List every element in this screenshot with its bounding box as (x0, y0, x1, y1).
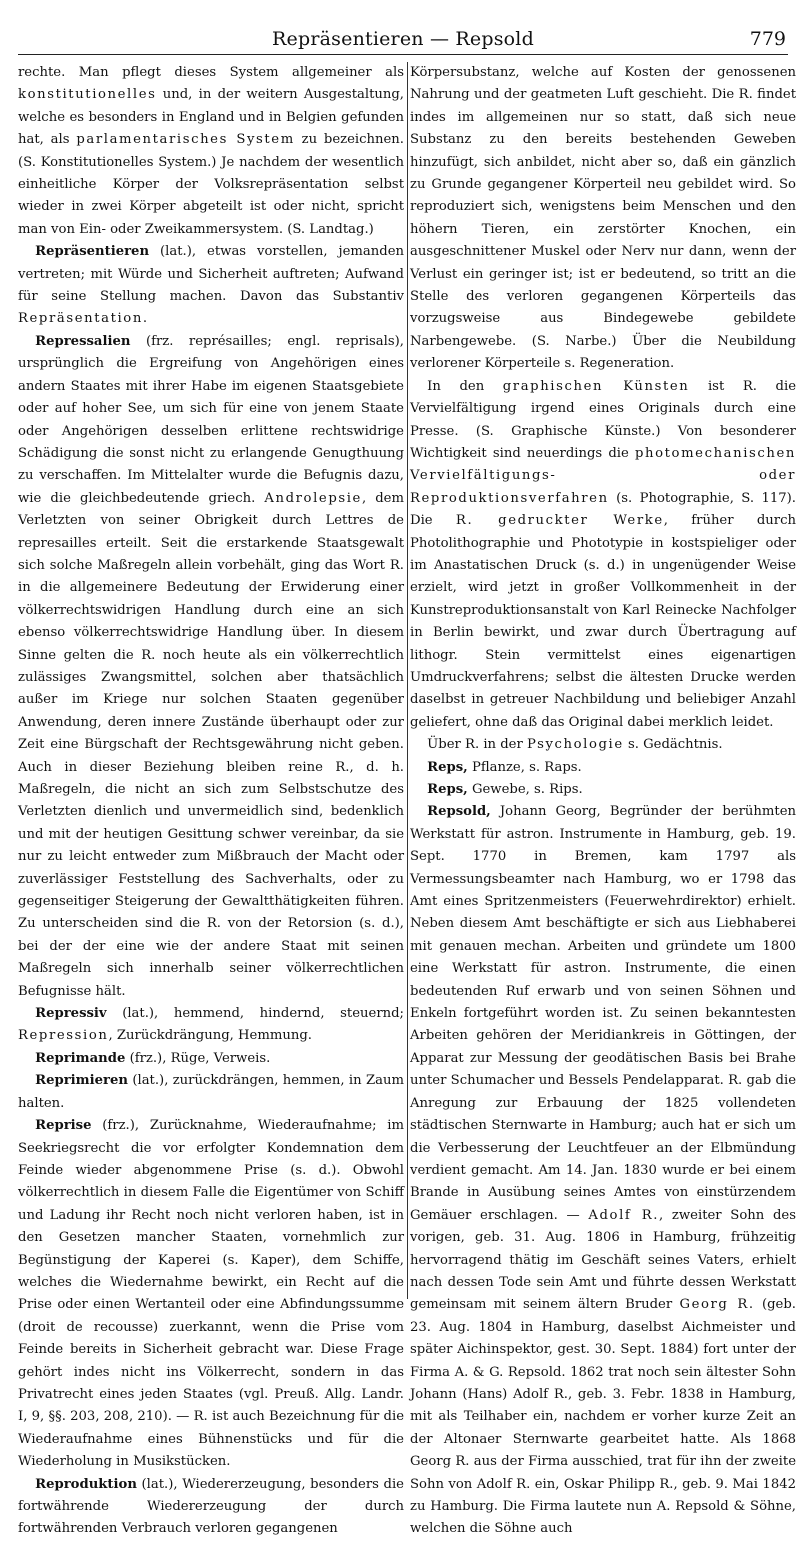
spaced-term: graphischen Künsten (502, 378, 690, 394)
entry-text: . (142, 311, 148, 327)
text-columns (18, 62, 796, 1537)
entry-text: (lat.), etwas vorstellen, jemanden vertreten; mit Würde und Sicherheit auftreten; Aufwand für seine Stellung machen. Davon das Substantiv (18, 244, 404, 305)
column-divider (407, 62, 408, 1299)
entry-headword: Repräsentieren (35, 244, 150, 260)
entry-text: Körpersubstanz, welche auf Kosten der genossenen Nahrung und der geatmeten Luft geschieht. Die R. findet indes im allgemeinen nur so statt, daß sich neue Substanz zu den bereits bestehenden Geweben hinzufügt, sich anbildet, nicht aber so, daß ein gänzlich zu Grunde gegangener Körperteil neu gebildet wird. So reproduziert sich, wenigstens beim Menschen und den höhern Tieren, ein zerstörter Knochen, ein ausgeschnittener Muskel oder Nerv nur dann, wenn der Verlust ein geringer ist; ist er bedeutend, so tritt an die Stelle des verloren gegangenen Körperteils das vorzugsweise aus Bindegewebe gebildete Narbengewebe. (S. Narbe.) Über die Neubildung verlorener Körperteile s. Regeneration. (410, 65, 796, 372)
entry-text: , zweiter Sohn des vorigen, geb. 31. Aug. 1806 in Hamburg, frühzeitig hervorragend thätig im Geschäft seines Vaters, erhielt nach dessen Tode sein Amt und führte dessen Werkstatt gemeinsam mit seinem ältern Bruder (410, 1207, 796, 1313)
entry-paragraph (410, 734, 796, 756)
entry-headword: Reprimieren (35, 1073, 128, 1089)
spaced-term: Georg R. (679, 1297, 755, 1313)
spaced-term: Androlepsie (264, 490, 362, 506)
entry-paragraph (410, 757, 796, 779)
entry-text: (s. Photographie, S. 117). Die (410, 490, 796, 529)
entry-text: (frz.), Zurücknahme, Wiederaufnahme; im Seekriegsrecht die vor erfolgter Kondemnation dem Feinde wieder abgenommene Prise (s. d.). Obwohl völkerrechtlich in diesem Falle die Eigentümer von Schiff und Ladung ihr Recht noch nicht verloren haben, ist in den Gesetzen mancher Staaten, vornehmlich zur Begünstigung der Kaperei (s. Kaper), dem Schiffe, welches die Wiedernahme bewirkt, ein Recht auf die Prise oder einen Wertanteil oder eine Abfindungssumme (droit de recousse) zuerkannt, wenn die Prise vom Feinde bereits in Sicherheit gebracht war. Diese Frage gehört indes nicht ins Völkerrecht, sondern in das Privatrecht eines jeden Staates (vgl. Preuß. Allg. Landr. I, 9, §§. 203, 208, 210). — R. ist auch Bezeichnung für die Wiederaufnahme eines Bühnenstücks und für die Wiederholung in Musikstücken. (18, 1118, 404, 1470)
spaced-term: R. gedruckter Werke (455, 513, 664, 529)
spaced-term: photomechanischen Vervielfältigungs- oder Reproduktionsverfahren (410, 445, 796, 506)
entry-headword: Reps, (427, 759, 468, 775)
entry-paragraph (18, 241, 404, 331)
entry-text: s. Gedächtnis. (623, 737, 723, 753)
entry-text: und, in der weitern Ausgestaltung, welche es besonders in England und in Belgien gefunden hat, als (18, 87, 404, 148)
entry-headword: Repressiv (35, 1006, 107, 1022)
page-number: 779 (749, 28, 786, 50)
entry-paragraph (18, 62, 404, 241)
entry-headword: Reprimande (35, 1050, 126, 1066)
entry-text: (geb. 23. Aug. 1804 in Hamburg, daselbst Aichmeister und später Aichinspektor, gest. 30. Sept. 1884) fort unter der Firma A. & G. Repsold. 1862 trat noch sein ältester Sohn Johann (Hans) Adolf R., geb. 3. Febr. 1838 in Hamburg, mit als Teilhaber ein, nachdem er vorher kurze Zeit an der Altonaer Sternwarte gearbeitet hatte. Als 1868 Georg R. aus der Firma ausschied, trat für ihn der zweite Sohn von Adolf R. ein, Oskar Philipp R., geb. 9. Mai 1842 zu Hamburg. Die Firma lautete nun A. Repsold & Söhne, welchen die Söhne auch (410, 1297, 796, 1537)
entry-text: zu bezeichnen. (S. Konstitutionelles System.) Je nachdem der wesentlich einheitliche Körper der Volksrepräsentation selbst wieder in zwei Körper abgeteilt ist oder nicht, spricht man von Ein- oder Zweikammersystem. (S. Landtag.) (18, 132, 404, 237)
entry-paragraph (410, 779, 796, 801)
entry-paragraph (18, 1048, 404, 1070)
entry-text: , früher durch Photolithographie und Phototypie in kostspieliger oder im Anastatischen Druck (s. d.) in ungenügender Weise erzielt, wird jetzt in großer Vollkommenheit in der Kunstreproduktionsanstalt von Karl Reinecke Nachfolger in Berlin bewirkt, und zwar durch Übertragung auf lithogr. Stein vermittelst eines eigenartigen Umdruckverfahrens; selbst die ältesten Drucke werden daselbst in getreuer Nachbildung und beliebiger Anzahl geliefert, ohne daß das Original dabei merklich leidet. (410, 513, 796, 730)
entry-text: Gewebe, s. Rips. (467, 782, 583, 797)
entry-text: Über R. in der (427, 737, 527, 753)
entry-text: , dem Verletzten von seiner Obrigkeit durch Lettres de represailles erteilt. Seit die erstarkende Staatsgewalt sich solche Maßregeln allein vorbehält, ging das Wort R. in die allgemeinere Bedeutung der Erwiderung einer völkerrechtswidrigen Handlung durch eine an sich ebenso völkerrechtswidrige Handlung über. In diesem Sinne gelten die R. noch heute als ein völkerrechtlich zulässiges Zwangsmittel, solchen aber thatsächlich außer im Kriege nur solchen Staaten gegenüber Anwendung, deren innere Zustände überhaupt oder zur Zeit eine Bürgschaft der Rechtsgewährung nicht geben. Auch in dieser Beziehung bleiben reine R., d. h. Maßregeln, die nicht an sich zum Selbstschutze des Verletzten dienlich und unvermeidlich sind, bedenklich und mit der heutigen Gesittung schwer vereinbar, da sie nur zu leicht entweder zum Mißbrauch der Macht oder zuverlässiger Feststellung des Sachverhalts, oder zu gegenseitiger Steigerung der Gewaltthätigkeiten führen. Zu unterscheiden sind die R. von der Retorsion (s. d.), bei der der eine wie der andere Staat mit seinen Maßregeln sich innerhalb seiner völkerrechtlichen Befugnisse hält. (18, 490, 404, 999)
entry-text: ist R. die Vervielfältigung irgend eines Originals durch eine Presse. (S. Graphische Künste.) Von besonderer Wichtigkeit sind neuerdings die (410, 378, 796, 461)
entry-paragraph (18, 331, 404, 1003)
entry-paragraph (18, 1070, 404, 1115)
entry-headword: Repressalien (35, 333, 131, 349)
entry-text: (lat.), Wiedererzeugung, besonders die fortwährende Wiedererzeugung der durch fortwährenden Verbrauch verloren gegangenen (18, 1476, 404, 1537)
entry-paragraph (410, 62, 796, 376)
entry-text: (frz.), Rüge, Verweis. (125, 1050, 271, 1066)
entry-headword: Reprise (35, 1118, 92, 1134)
entry-headword: Reps, (427, 782, 468, 797)
entry-text: rechte. Man pflegt dieses System allgemeiner als (18, 65, 404, 80)
entry-headword: Reproduktion (35, 1476, 137, 1492)
page-header (18, 14, 788, 55)
entry-text: In den (427, 378, 503, 394)
entry-text: Pflanze, s. Raps. (467, 759, 582, 775)
entry-text: Johann Georg, Begründer der berühmten Werkstatt für astron. Instrumente in Hamburg, geb. 19. Sept. 1770 in Bremen, kam 1797 als Vermessungsbeamter nach Hamburg, wo er 1798 das Amt eines Spritzenmeisters (Feuerwehrdirektor) erhielt. Neben diesem Amt beschäftigte er sich aus Liebhaberei mit genauen mechan. Arbeiten und gründete um 1800 eine Werkstatt für astron. Instrumente, die einen bedeutenden Ruf erwarb und von seinen Söhnen und Enkeln fortgeführt worden ist. Zu seinen bekanntesten Arbeiten gehören der Meridiankreis in Göttingen, der Apparat zur Messung der geodätischen Basis bei Brahe unter Schumacher und Bessels Pendelapparat. R. gab die Anregung zur Erbauung der 1825 vollendeten städtischen Sternwarte in Hamburg; auch hat er sich um die Verbesserung der Leuchtfeuer an der Elbmündung verdient gemacht. Am 14. Jan. 1830 wurde er bei einem Brande in Ausübung seines Amtes von einstürzendem Gemäuer erschlagen. — (410, 804, 796, 1223)
running-head: Repräsentieren — Repsold (272, 28, 534, 50)
spaced-term: Psychologie (526, 737, 624, 753)
entry-headword: Repsold, (427, 804, 491, 820)
entry-text: (lat.), zurückdrängen, hemmen, in Zaum halten. (18, 1073, 404, 1111)
entry-paragraph (18, 1003, 404, 1048)
entry-paragraph (18, 1115, 404, 1474)
spaced-term: Adolf R. (588, 1207, 660, 1223)
entry-paragraph (410, 801, 796, 1540)
spaced-term: konstitutionelles (18, 87, 157, 103)
spaced-term: Repräsentation (18, 311, 143, 327)
entry-text: (lat.), hemmend, hindernd, steuernd; (106, 1006, 404, 1022)
spaced-term: Repression (18, 1028, 109, 1044)
left-column (18, 62, 404, 1537)
entry-text: , Zurückdrängung, Hemmung. (108, 1028, 312, 1044)
entry-text: (frz. représailles; engl. reprisals), ursprünglich die Ergreifung von Angehörigen eines andern Staates mit ihrer Habe im eigenen Staatsgebiete oder auf hoher See, um sich für eine von jenem Staate oder Angehörigen desselben erlittene rechtswidrige Schädigung die sonst nicht zu erlangende Genugthuung zu verschaffen. Im Mittelalter wurde die Befugnis dazu, wie die gleichbedeutende griech. (18, 333, 404, 506)
right-column (410, 62, 796, 1537)
entry-paragraph (18, 1474, 404, 1541)
entry-paragraph (410, 376, 796, 735)
spaced-term: parlamentarisches System (76, 132, 295, 148)
